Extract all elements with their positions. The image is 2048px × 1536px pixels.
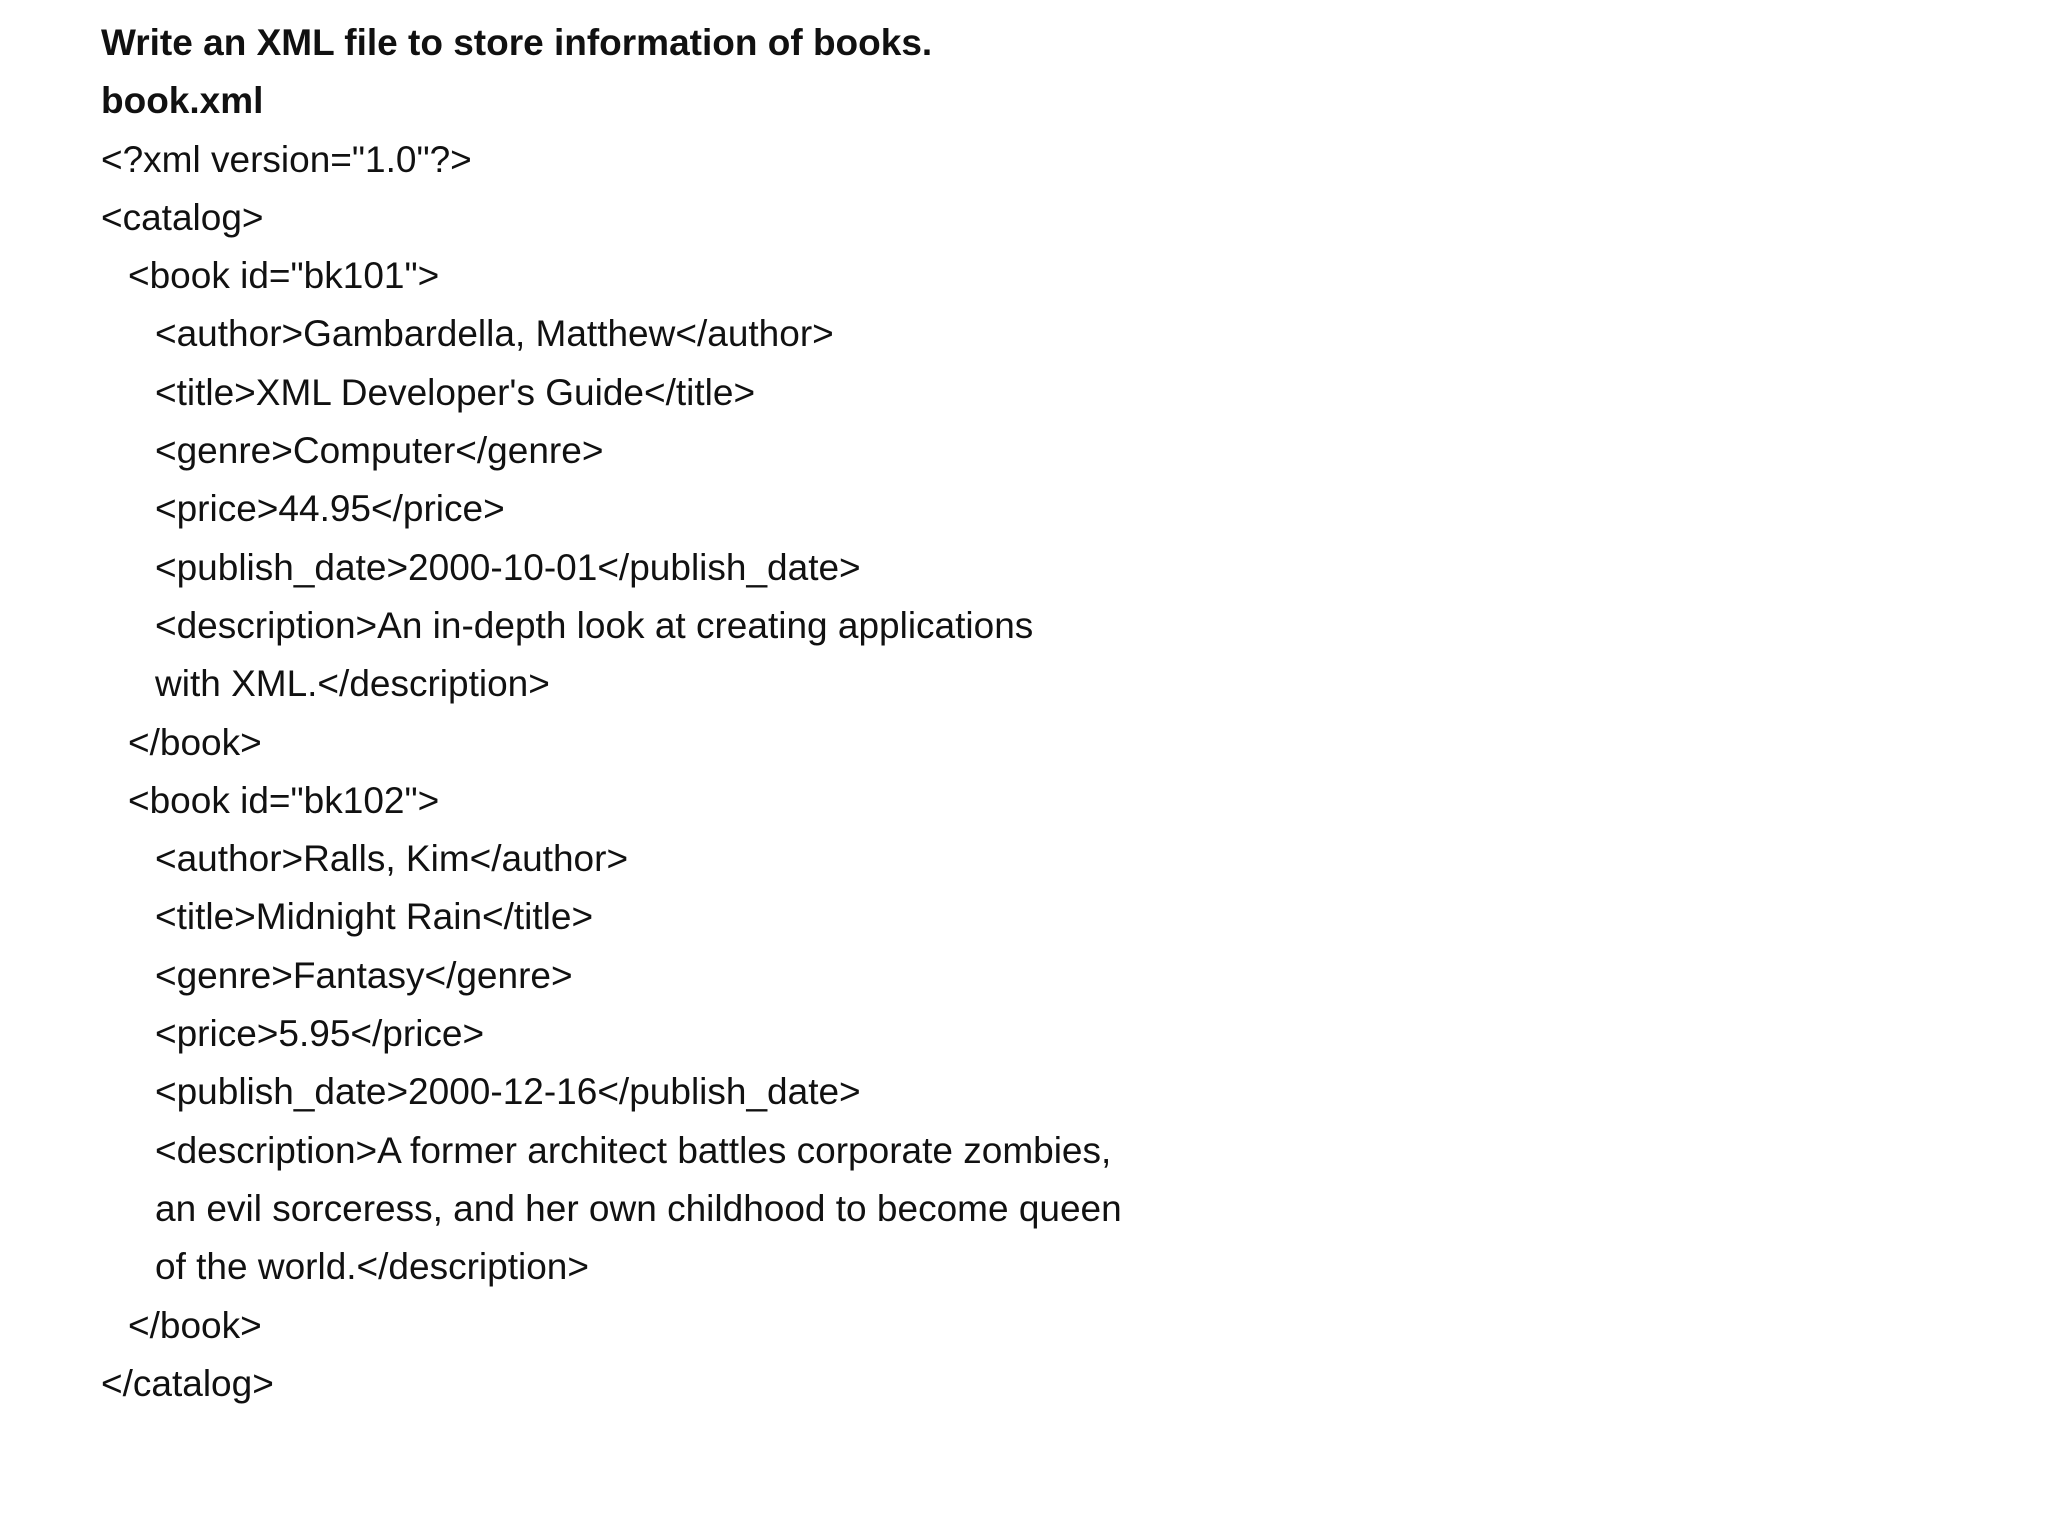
code-line: <catalog> xyxy=(101,196,264,238)
code-line: an evil sorceress, and her own childhood to become queen xyxy=(155,1187,1122,1229)
code-line: <description>An in-depth look at creating applications xyxy=(155,604,1034,646)
code-line: <author>Ralls, Kim</author> xyxy=(155,838,629,880)
code-line: </book> xyxy=(128,1304,262,1346)
code-line: <description>A former architect battles corporate zombies, xyxy=(155,1129,1112,1171)
code-line: with XML.</description> xyxy=(155,663,550,705)
code-line: <price>44.95</price> xyxy=(155,488,505,530)
code-line: </book> xyxy=(128,721,262,763)
document-page xyxy=(101,14,2048,1413)
code-line: <author>Gambardella, Matthew</author> xyxy=(155,313,834,355)
code-line: <publish_date>2000-10-01</publish_date> xyxy=(155,546,861,588)
code-line: <price>5.95</price> xyxy=(155,1013,485,1055)
code-line: <publish_date>2000-12-16</publish_date> xyxy=(155,1071,861,1113)
code-line: <book id="bk101"> xyxy=(128,255,440,297)
code-line: <genre>Computer</genre> xyxy=(155,430,604,472)
file-name: book.xml xyxy=(101,80,264,122)
code-line: </catalog> xyxy=(101,1362,274,1404)
code-line: <genre>Fantasy</genre> xyxy=(155,954,573,996)
code-line: of the world.</description> xyxy=(155,1246,589,1288)
xml-code-block xyxy=(101,131,2048,1414)
code-line: <title>Midnight Rain</title> xyxy=(155,896,594,938)
code-line: <book id="bk102"> xyxy=(128,779,440,821)
code-line: <title>XML Developer's Guide</title> xyxy=(155,371,756,413)
code-line: <?xml version="1.0"?> xyxy=(101,138,472,180)
document-title: Write an XML file to store information of books. xyxy=(101,22,933,63)
